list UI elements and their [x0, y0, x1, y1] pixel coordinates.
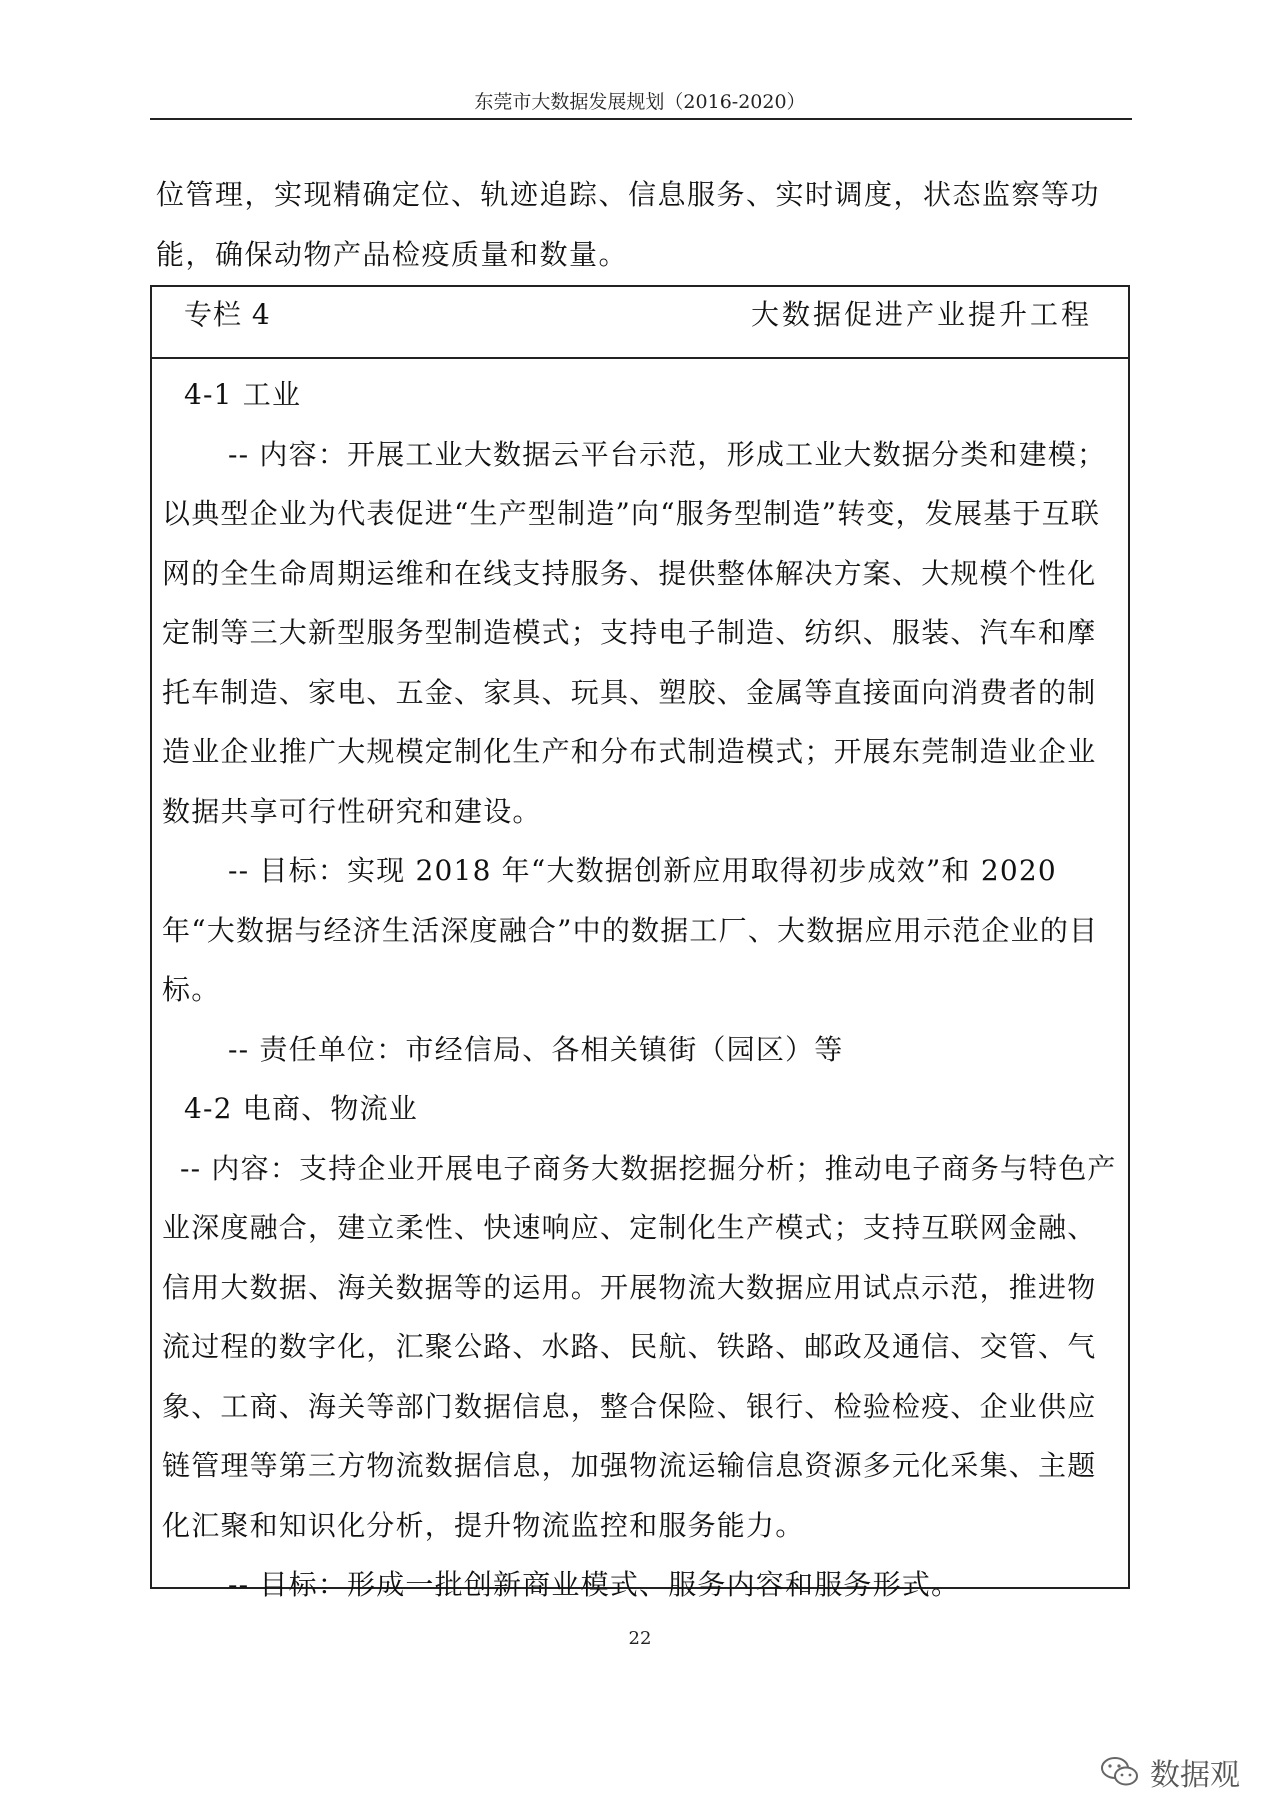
column-box — [150, 285, 1130, 1601]
section-heading-ecommerce: 4-2 电商、物流业 — [184, 1092, 418, 1125]
ecommerce-content: -- 内容：支持企业开展电子商务大数据挖掘分析；推动电子商务与特色产业深度融合，建立柔性、快速响应、定制化生产模式；支持互联网金融、信用大数据、海关数据等的运用。开展物流大数据应用试点示范，推进物流过程的数字化，汇聚公路、水路、民航、铁路、邮政及通信、交管、气象、工商、海关等部门数据信息，整合保险、银行、检验检疫、企业供应链管理等第三方物流数据信息，加强物流运输信息资源多元化采集、主题化汇聚和知识化分析，提升物流监控和服务能力。 — [162, 1151, 1117, 1542]
watermark-text: 数据观 — [1150, 1758, 1240, 1793]
column-label: 专栏 4 — [184, 298, 271, 331]
section-heading-industry: 4-1 工业 — [184, 378, 302, 411]
intro-paragraph: 位管理，实现精确定位、轨迹追踪、信息服务、实时调度，状态监察等功能，确保动物产品检疫质量和数量。 — [156, 178, 1101, 271]
wechat-icon — [1100, 1755, 1140, 1789]
industry-target: -- 目标：实现 2018 年“大数据创新应用取得初步成效”和 2020 年“大数据与经济生活深度融合”中的数据工厂、大数据应用示范企业的目标。 — [162, 854, 1099, 1006]
header-title: 东莞市大数据发展规划（2016-2020） — [474, 91, 806, 113]
column-box-body — [162, 365, 1118, 1615]
column-title: 大数据促进产业提升工程 — [750, 298, 1092, 331]
page-number: 22 — [628, 1628, 652, 1649]
watermark — [1100, 1750, 1240, 1794]
industry-content: -- 内容：开展工业大数据云平台示范，形成工业大数据分类和建模；以典型企业为代表促进“生产型制造”向“服务型制造”转变，发展基于互联网的全生命周期运维和在线支持服务、提供整体解决方案、大规模个性化定制等三大新型服务型制造模式；支持电子制造、纺织、服装、汽车和摩托车制造、家电、五金、家具、玩具、塑胶、金属等直接面向消费者的制造业企业推广大规模定制化生产和分布式制造模式；开展东莞制造业企业数据共享可行性研究和建设。 — [162, 437, 1107, 828]
header-rule — [150, 118, 1132, 120]
industry-responsible-unit: -- 责任单位：市经信局、各相关镇街（园区）等 — [228, 1032, 844, 1066]
ecommerce-target: -- 目标：形成一批创新商业模式、服务内容和服务形式。 — [228, 1568, 961, 1601]
column-box-header — [152, 287, 1128, 359]
